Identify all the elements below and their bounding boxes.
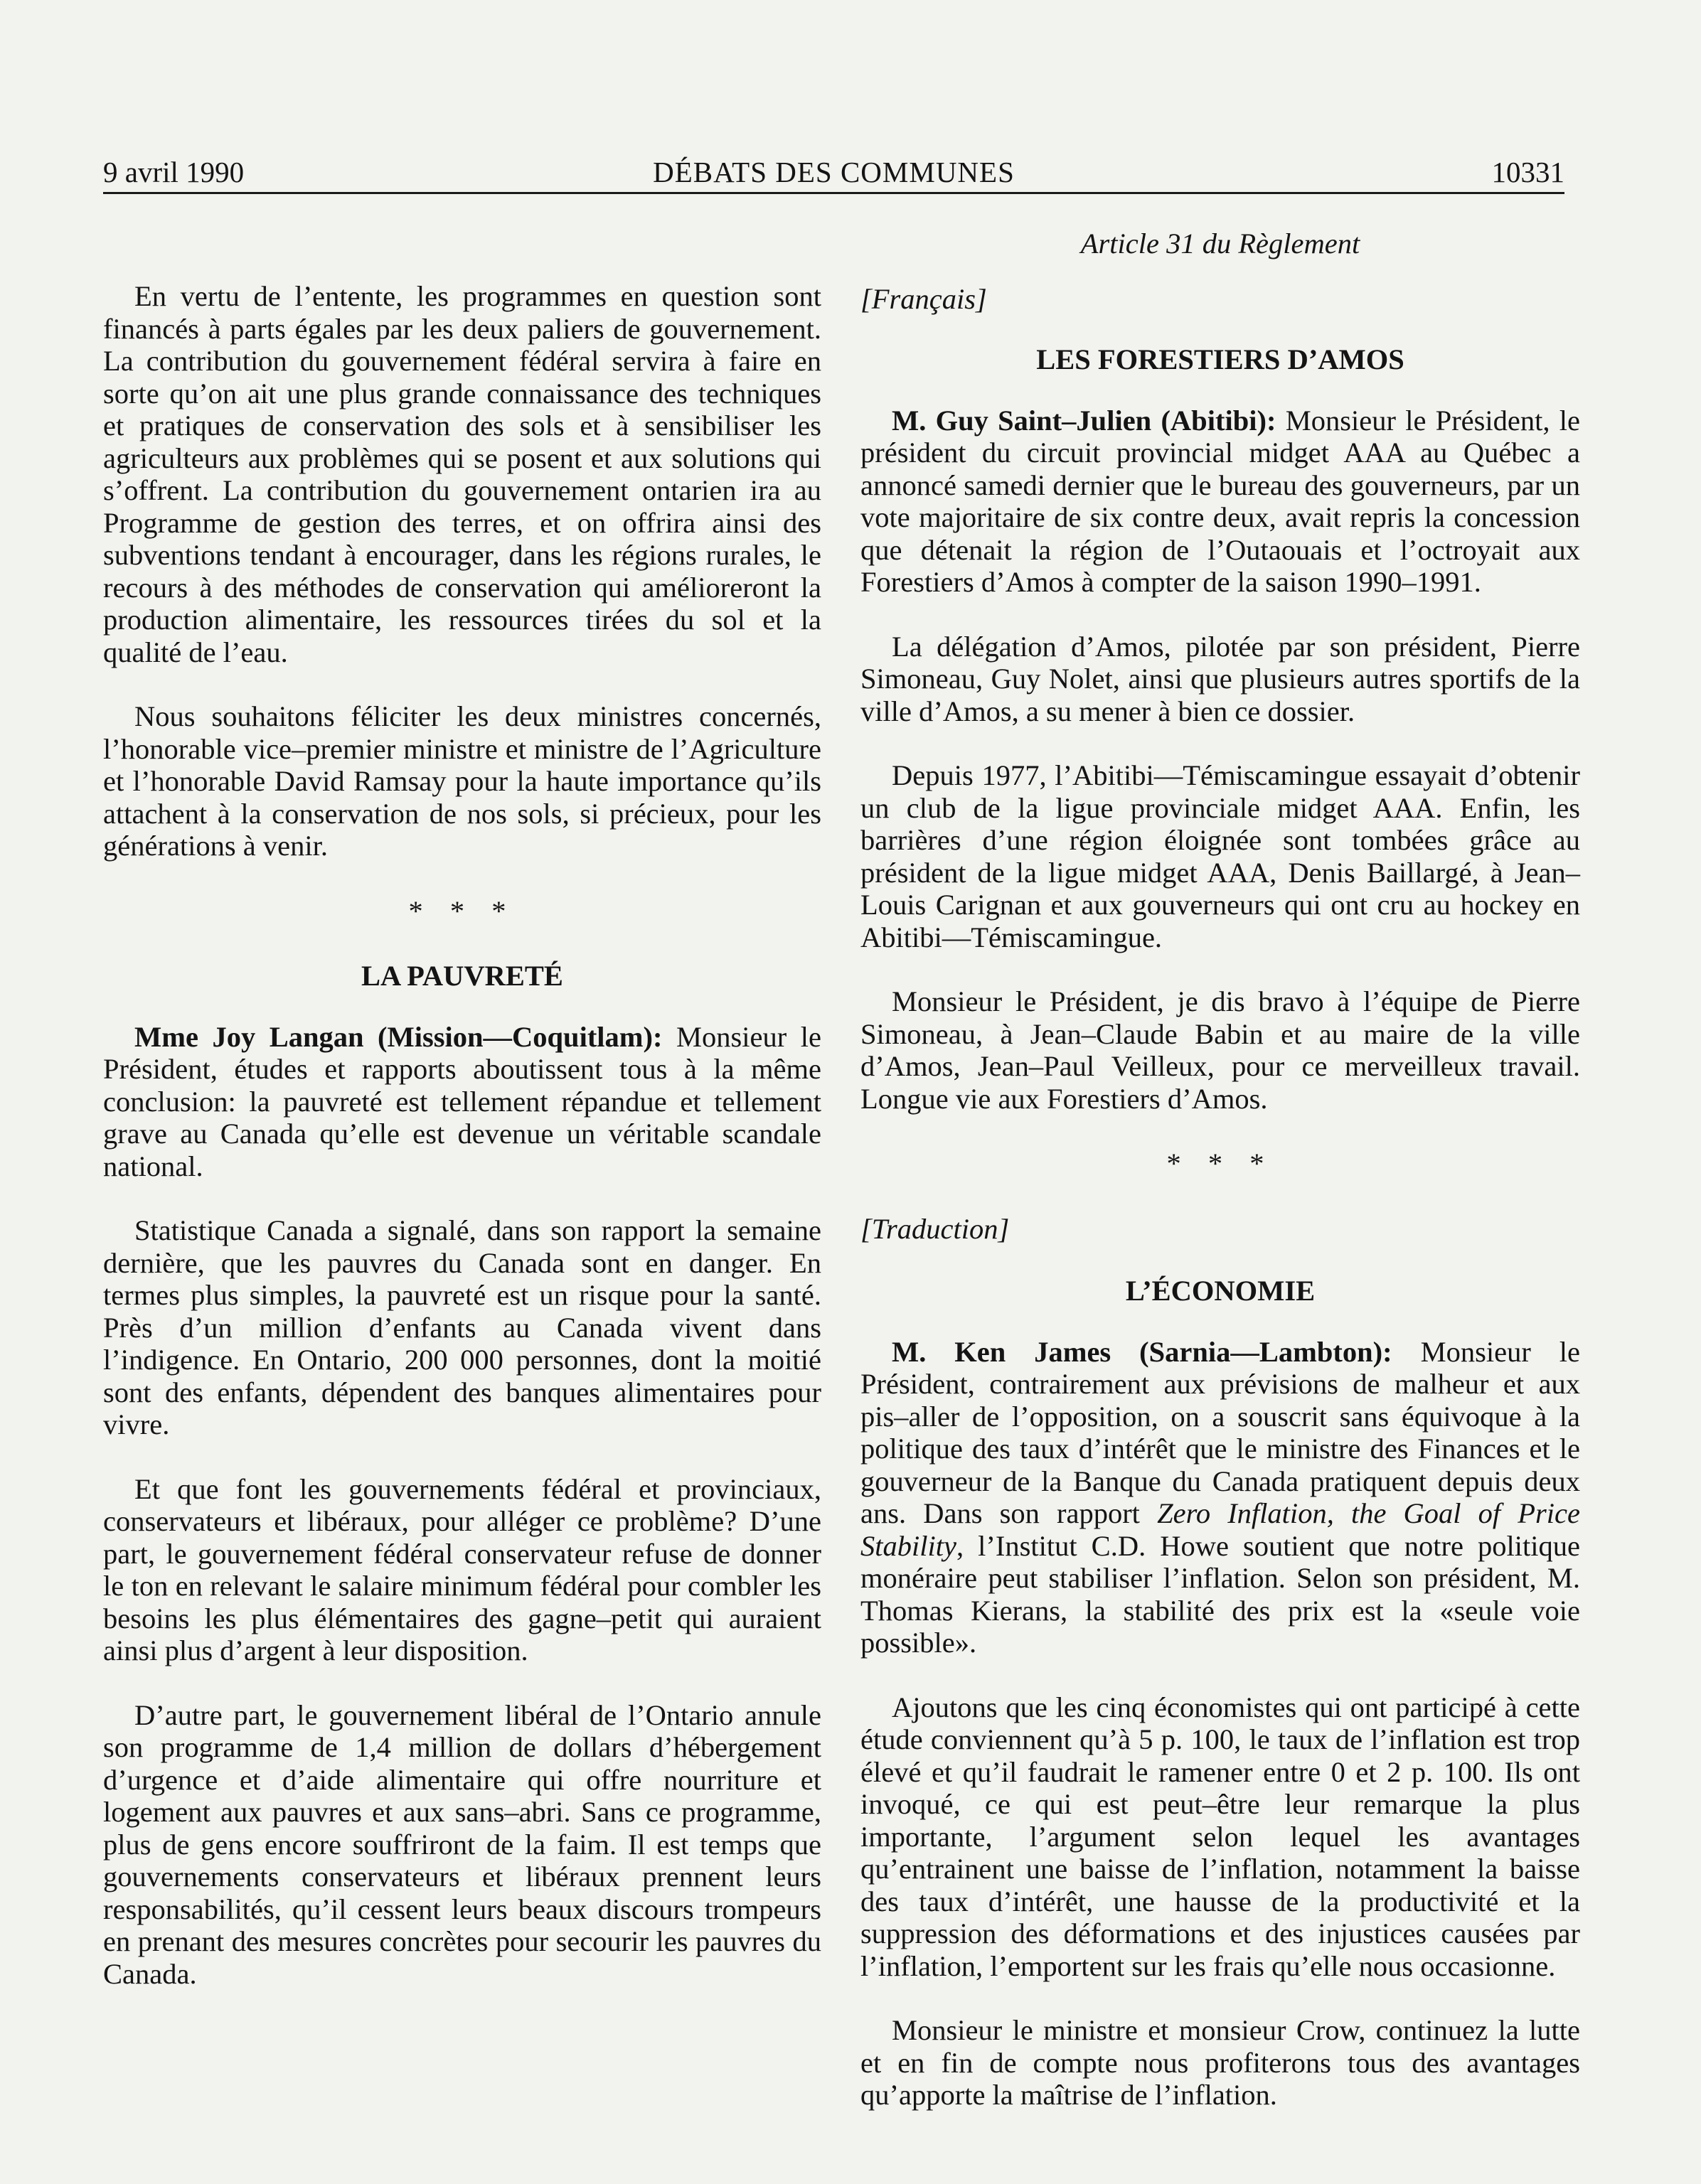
paragraph: Ajoutons que les cinq économistes qui ont participé à cette étude conviennent qu’à 5 p. 100, le taux de l’inflation est trop élevé et qu’il faudrait le ramener entre 0 et 2 p. 100. Ils ont invoqué, ce qui est peut–être leur remarque la plus importante, l’argument selon lequel les avantages qu’entrainent une baisse de l’inflation, notamment la baisse des taux d’intérêt, une hausse de la productivité et la suppression des déformations et des injustices causées par l’inflation, l’emportent sur les frais qu’elle nous occasionne. xyxy=(860,1691,1580,1982)
paragraph: Statistique Canada a signalé, dans son rapport la semaine dernière, que les pauvres du Canada sont en danger. En termes plus simples, la pauvreté est un risque pour la santé. Près d’un million d’enfants au Canada vivent dans l’indigence. En Ontario, 200 000 personnes, dont la moitié sont des enfants, dépendent des banques alimentaires pour vivre. xyxy=(103,1214,821,1440)
speaker-name: M. Ken James (Sarnia—Lambton): xyxy=(892,1335,1392,1368)
left-column xyxy=(103,280,821,1990)
paragraph xyxy=(103,1021,821,1183)
paragraph: D’autre part, le gouvernement libéral de l’Ontario annule son programme de 1,4 million de dollars d’hébergement d’urgence et d’aide alimentaire qui offre nourriture et logement aux pauvres et aux sans–abri. Sans ce programme, plus de gens encore souffriront de la faim. Il est temps que gouvernements conservateurs et libéraux prennent leurs responsabilités, qu’il cessent leurs beaux discours trompeurs en prenant des mesures concrètes pour secourir les pauvres du Canada. xyxy=(103,1698,821,1990)
rubric: Article 31 du Règlement xyxy=(1080,228,1360,259)
right-column xyxy=(860,228,1580,2111)
paragraph: En vertu de l’entente, les programmes en question sont financés à parts égales par les deux paliers de gouvernement. La contribution du gouvernement fédéral servira à faire en sorte qu’on ait une plus grande connaissance des techniques et pratiques de conservation des sols et à sensibiliser les agriculteurs aux problèmes qui se posent et aux solutions qui s’offrent. La contribution du gouvernement ontarien ira au Programme de gestion des terres, et on offrira ainsi des subventions tendant à encourager, dans les régions rurales, le recours à des méthodes de conservation qui amélioreront la production alimentaire, les ressources tirées du sol et la qualité de l’eau. xyxy=(103,280,821,668)
speaker-name: Mme Joy Langan (Mission—Coquitlam): xyxy=(134,1020,663,1053)
section-heading: LES FORESTIERS D’AMOS xyxy=(1036,343,1404,375)
paragraph xyxy=(860,405,1580,599)
section-heading: LA PAUVRETÉ xyxy=(361,960,563,992)
paragraph: La délégation d’Amos, pilotée par son président, Pierre Simoneau, Guy Nolet, ainsi que plusieurs autres sportifs de la ville d’Amos, a su mener à bien ce dossier. xyxy=(860,630,1580,727)
paragraph xyxy=(860,1336,1580,1659)
section-heading: L’ÉCONOMIE xyxy=(1125,1275,1316,1307)
speaker-name: M. Guy Saint–Julien (Abitibi): xyxy=(892,404,1276,437)
paragraph: Monsieur le Président, je dis bravo à l’équipe de Pierre Simoneau, à Jean–Claude Babin et au maire de la ville d’Amos, Jean–Paul Veilleux, pour ce merveilleux travail. Longue vie aux Forestiers d’Amos. xyxy=(860,985,1580,1115)
section-separator: * * * xyxy=(1166,1147,1274,1179)
paragraph: Nous souhaitons féliciter les deux ministres concernés, l’honorable vice–premier ministre et ministre de l’Agriculture et l’honorable David Ramsay pour la haute importance qu’ils attachent à la conservation de nos sols, si précieux, pour les générations à venir. xyxy=(103,700,821,862)
language-tag: [Traduction] xyxy=(860,1212,1010,1245)
report-title: Zero Inflation, the Goal of Price Stability xyxy=(860,1497,1580,1562)
speech-text: Monsieur le Président, études et rapports aboutissent tous à la même conclusion: la pauvreté est tellement répandue et tellement grave au Canada qu’elle est devenue un véritable scandale national. xyxy=(103,1020,822,1182)
section-separator: * * * xyxy=(408,894,516,927)
page-header xyxy=(103,152,1564,194)
speech-text: Monsieur le Président, contrairement aux prévisions de malheur et aux pis–aller de l’opposition, on a souscrit sans équivoque à la politique des taux d’intérêt que le ministre des Finances et le gouverneur de la Banque du Canada pratiquent depuis deux ans. Dans son rapport xyxy=(860,1335,1580,1529)
header-page-number: 10331 xyxy=(1491,156,1564,188)
speech-text: Monsieur le Président, le président du circuit provincial midget AAA au Québec a annoncé samedi dernier que le bureau des gouverneurs, par un vote majoritaire de six contre deux, avait repris la concession que détenait la région de l’Outaouais et l’octroyait aux Forestiers d’Amos à compter de la saison 1990–1991. xyxy=(860,404,1580,598)
paragraph: Monsieur le ministre et monsieur Crow, continuez la lutte et en fin de compte nous profiterons tous des avantages qu’apporte la maîtrise de l’inflation. xyxy=(860,2014,1580,2111)
paragraph: Et que font les gouvernements fédéral et provinciaux, conservateurs et libéraux, pour alléger ce problème? D’une part, le gouvernement fédéral conservateur refuse de donner le ton en relevant le salaire minimum fédéral pour combler les besoins les plus élémentaires des gagne–petit qui auraient ainsi plus d’argent à leur disposition. xyxy=(103,1472,821,1666)
speech-text: , l’Institut C.D. Howe soutient que notre politique monéraire peut stabiliser l’inflation. Selon son président, M. Thomas Kierans, la stabilité des prix est la «seule voie possible». xyxy=(860,1529,1580,1659)
language-tag: [Français] xyxy=(860,282,987,315)
header-title: DÉBATS DES COMMUNES xyxy=(653,156,1015,188)
paragraph: Depuis 1977, l’Abitibi—Témiscamingue essayait d’obtenir un club de la ligue provinciale midget AAA. Enfin, les barrières d’une région éloignée sont tombées grâce au président de la ligue midget AAA, Denis Baillargé, à Jean–Louis Carignan et aux gouverneurs qui ont cru au hockey en Abitibi—Témiscamingue. xyxy=(860,759,1580,953)
header-date: 9 avril 1990 xyxy=(103,156,245,188)
